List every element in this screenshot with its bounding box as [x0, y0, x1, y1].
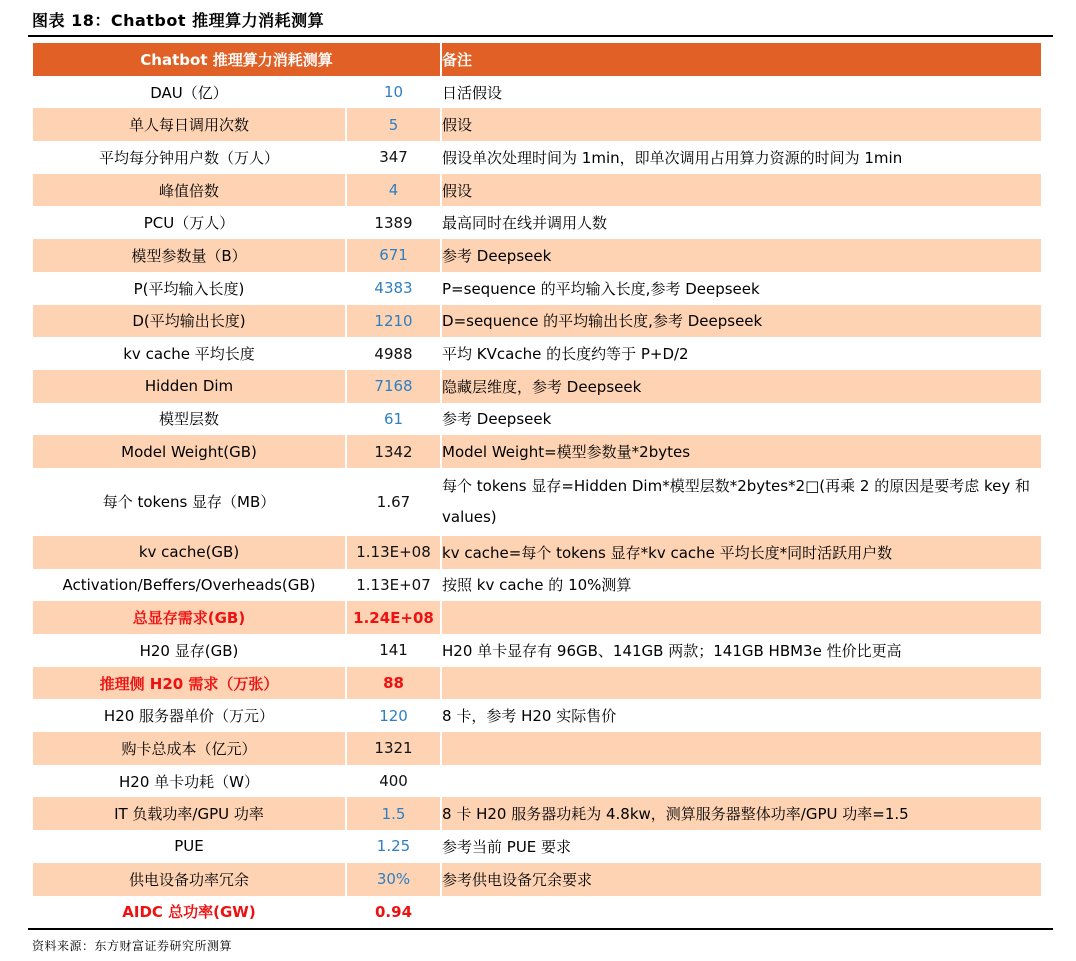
row-label: 推理侧 H20 需求（万张）: [33, 667, 346, 700]
row-value: 61: [346, 403, 441, 436]
row-note: 8 卡 H20 服务器功耗为 4.8kw，测算服务器整体功率/GPU 功率=1.5: [441, 797, 1041, 830]
row-value: 1342: [346, 435, 441, 468]
bottom-rule: [28, 928, 1053, 930]
row-value: 671: [346, 239, 441, 272]
row-label: 购卡总成本（亿元）: [33, 732, 346, 765]
table-row: [33, 896, 1041, 929]
table-row: [33, 667, 1041, 700]
table-row: [33, 337, 1041, 370]
row-value: 141: [346, 634, 441, 667]
table-header-row: [33, 43, 1041, 76]
row-value: 4383: [346, 272, 441, 305]
row-label: DAU（亿）: [150, 83, 228, 102]
row-note: 假设: [441, 174, 1041, 207]
table-row: [33, 765, 1041, 798]
row-label: Model Weight(GB): [33, 435, 346, 468]
table-row: [33, 76, 1041, 109]
row-note: P=sequence 的平均输入长度,参考 Deepseek: [441, 272, 1041, 305]
table-body: [33, 76, 1041, 929]
row-note: kv cache=每个 tokens 显存*kv cache 平均长度*同时活跃用户数: [441, 536, 1041, 569]
row-label: 单人每日调用次数: [33, 108, 346, 141]
row-note: 平均 KVcache 的长度约等于 P+D/2: [441, 337, 1041, 370]
row-label: 供电设备功率冗余: [33, 863, 346, 896]
row-note: H20 单卡显存有 96GB、141GB 两款；141GB HBM3e 性价比更高: [441, 634, 1041, 667]
row-value: 30%: [346, 863, 441, 896]
row-label: 模型层数: [158, 410, 219, 429]
header-title-cell: Chatbot 推理算力消耗测算: [33, 43, 441, 76]
row-note: 参考 Deepseek: [441, 239, 1041, 272]
table-row: [33, 634, 1041, 667]
row-note: 参考供电设备冗余要求: [441, 863, 1041, 896]
row-value: 120: [346, 699, 441, 732]
row-label: PUE: [174, 837, 204, 856]
row-value: 4988: [346, 337, 441, 370]
table-row: [33, 732, 1041, 765]
row-note: [441, 667, 1041, 700]
row-note: 8 卡，参考 H20 实际售价: [441, 699, 1041, 732]
row-value: 1210: [346, 305, 441, 338]
row-note: 参考当前 PUE 要求: [441, 830, 1041, 863]
table-row: [33, 863, 1041, 896]
row-value: 88: [346, 667, 441, 700]
row-label: 平均每分钟用户数（万人）: [98, 148, 279, 167]
row-note: [441, 732, 1041, 765]
row-value: 7168: [346, 370, 441, 403]
table-row: [33, 370, 1041, 403]
table-row: [33, 536, 1041, 569]
row-label: H20 显存(GB): [139, 641, 239, 660]
row-label: 总显存需求(GB): [33, 601, 346, 634]
row-note: 隐藏层维度，参考 Deepseek: [441, 370, 1041, 403]
row-label: P(平均输入长度): [133, 279, 245, 298]
row-note: D=sequence 的平均输出长度,参考 Deepseek: [441, 305, 1041, 338]
calculation-table: [33, 43, 1041, 928]
row-value: 1.25: [346, 830, 441, 863]
row-note: 参考 Deepseek: [441, 403, 1041, 436]
row-value: 1.24E+08: [346, 601, 441, 634]
table-row: [33, 272, 1041, 305]
row-value: 1.13E+08: [346, 536, 441, 569]
row-label: IT 负载功率/GPU 功率: [33, 797, 346, 830]
table-row: [33, 699, 1041, 732]
row-label: 每个 tokens 显存（MB）: [102, 493, 276, 512]
row-label: PCU（万人）: [143, 214, 235, 233]
row-note: 最高同时在线并调用人数: [441, 206, 1041, 239]
row-note: [441, 601, 1041, 634]
row-value: 1389: [346, 206, 441, 239]
row-label: 峰值倍数: [33, 174, 346, 207]
row-value: 0.94: [346, 896, 441, 929]
row-value: 10: [346, 76, 441, 109]
table-row: [33, 305, 1041, 338]
row-value: 1.13E+07: [346, 569, 441, 602]
table-row: [33, 239, 1041, 272]
row-label: 模型参数量（B）: [33, 239, 346, 272]
row-value: 1.67: [346, 468, 441, 536]
row-label: Activation/Beffers/Overheads(GB): [62, 575, 316, 594]
table-row: [33, 108, 1041, 141]
row-note: 每个 tokens 显存=Hidden Dim*模型层数*2bytes*2□(再乘 2 的原因是要考虑 key 和 values): [441, 468, 1041, 536]
table-row: [33, 830, 1041, 863]
row-note: Model Weight=模型参数量*2bytes: [441, 435, 1041, 468]
row-value: 4: [346, 174, 441, 207]
row-value: 5: [346, 108, 441, 141]
row-note: 假设单次处理时间为 1min，即单次调用占用算力资源的时间为 1min: [441, 141, 1041, 174]
table-row: [33, 797, 1041, 830]
figure-title: 图表 18：Chatbot 推理算力消耗测算: [32, 11, 325, 30]
table-row: [33, 206, 1041, 239]
row-note: [441, 765, 1041, 798]
source-note: 资料来源：东方财富证券研究所测算: [32, 939, 233, 953]
row-label: D(平均输出长度): [33, 305, 346, 338]
header-note-cell: 备注: [441, 43, 1041, 76]
row-label: kv cache(GB): [33, 536, 346, 569]
row-value: 1.5: [346, 797, 441, 830]
row-note: 假设: [441, 108, 1041, 141]
table-row: [33, 141, 1041, 174]
row-label: H20 服务器单价（万元）: [103, 707, 275, 726]
row-note: [441, 896, 1041, 929]
table-row: [33, 174, 1041, 207]
table-row: [33, 468, 1041, 536]
table-row: [33, 601, 1041, 634]
row-label: AIDC 总功率(GW): [122, 903, 256, 922]
row-note: 日活假设: [441, 76, 1041, 109]
row-value: 1321: [346, 732, 441, 765]
row-label: H20 单卡功耗（W）: [119, 772, 259, 791]
row-value: 400: [346, 765, 441, 798]
row-label: Hidden Dim: [33, 370, 346, 403]
top-rule: [28, 35, 1053, 37]
row-note: 按照 kv cache 的 10%测算: [441, 569, 1041, 602]
table-row: [33, 435, 1041, 468]
row-value: 347: [346, 141, 441, 174]
table-row: [33, 569, 1041, 602]
table-row: [33, 403, 1041, 436]
row-label: kv cache 平均长度: [123, 345, 255, 364]
